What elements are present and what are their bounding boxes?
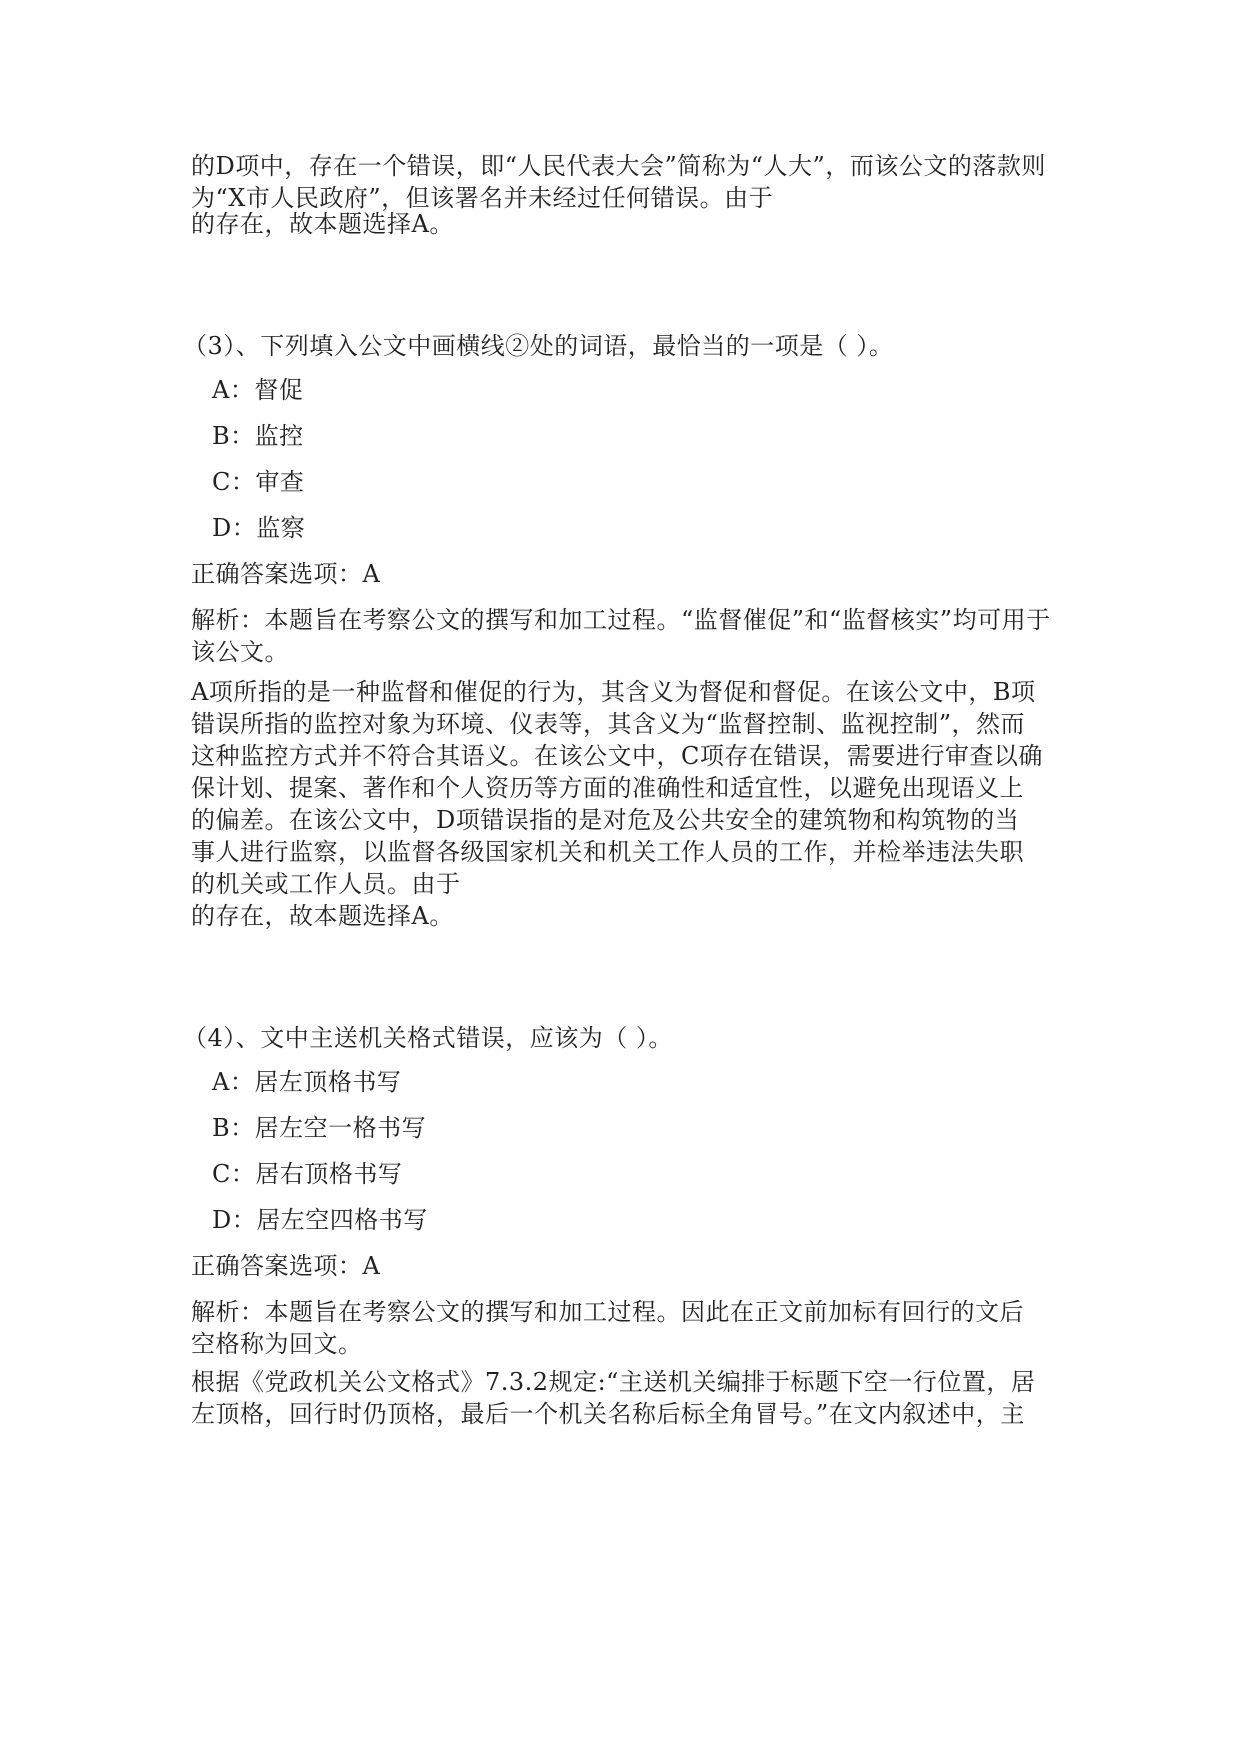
- q3-analysis-body: A项所指的是一种监督和催促的行为，其含义为督促和督促。在该公文中，B项 错误所指的监控对象为环境、仪表等，其含义为“监督控制、监视控制”，然而 这种监控方式并不符合其语义。在该公文中，C项存在错误，需要进行审查以确 保计划、提案、著作和个人资历等方面的准确性和适宜性，以避免出现语义上 的偏差。在该公文中，D项错误指的是对危及公共安全的建筑物和构筑物的当 事人进行监察，以监督各级国家机关和机关工作人员的工作，并检举违法失职 的机关或工作人员。由于: [191, 678, 1043, 898]
- question-4: （4）、文中主送机关格式错误，应该为（ ）。: [183, 1024, 673, 1052]
- q4-answer: 正确答案选项：A: [191, 1252, 381, 1280]
- q4-option-d: D：居左空四格书写: [212, 1206, 428, 1234]
- q3-option-a: A：督促: [212, 376, 304, 404]
- paragraph-previous-conclusion: 的存在，故本题选择A。: [191, 210, 454, 238]
- q4-analysis-body: 根据《党政机关公文格式》7.3.2规定:“主送机关编排于标题下空一行位置，居 左顶格，回行时仍顶格，最后一个机关名称后标全角冒号。”在文内叙述中，主: [191, 1368, 1036, 1428]
- q3-option-c: C：审查: [212, 468, 305, 496]
- q4-option-c: C：居右顶格书写: [212, 1160, 403, 1188]
- q3-conclusion: 的存在，故本题选择A。: [191, 902, 454, 930]
- q3-option-d: D：监察: [212, 514, 306, 542]
- q4-analysis-intro: 解析：本题旨在考察公文的撰写和加工过程。因此在正文前加标有回行的文后 空格称为回文。: [191, 1298, 1024, 1358]
- q3-answer: 正确答案选项：A: [191, 560, 381, 588]
- q4-option-a: A：居左顶格书写: [212, 1068, 402, 1096]
- question-3: （3）、下列填入公文中画横线②处的词语，最恰当的一项是（ ）。: [183, 332, 894, 360]
- q4-option-b: B：居左空一格书写: [212, 1114, 427, 1142]
- q3-analysis-intro: 解析：本题旨在考察公文的撰写和加工过程。“监督催促”和“监督核实”均可用于 该公文。: [191, 606, 1051, 666]
- paragraph-previous-analysis: 的D项中，存在一个错误，即“人民代表大会”简称为“人大”，而该公文的落款则 为“X市人民政府”，但该署名并未经过任何错误。由于: [191, 152, 1046, 212]
- q3-option-b: B：监控: [212, 422, 304, 450]
